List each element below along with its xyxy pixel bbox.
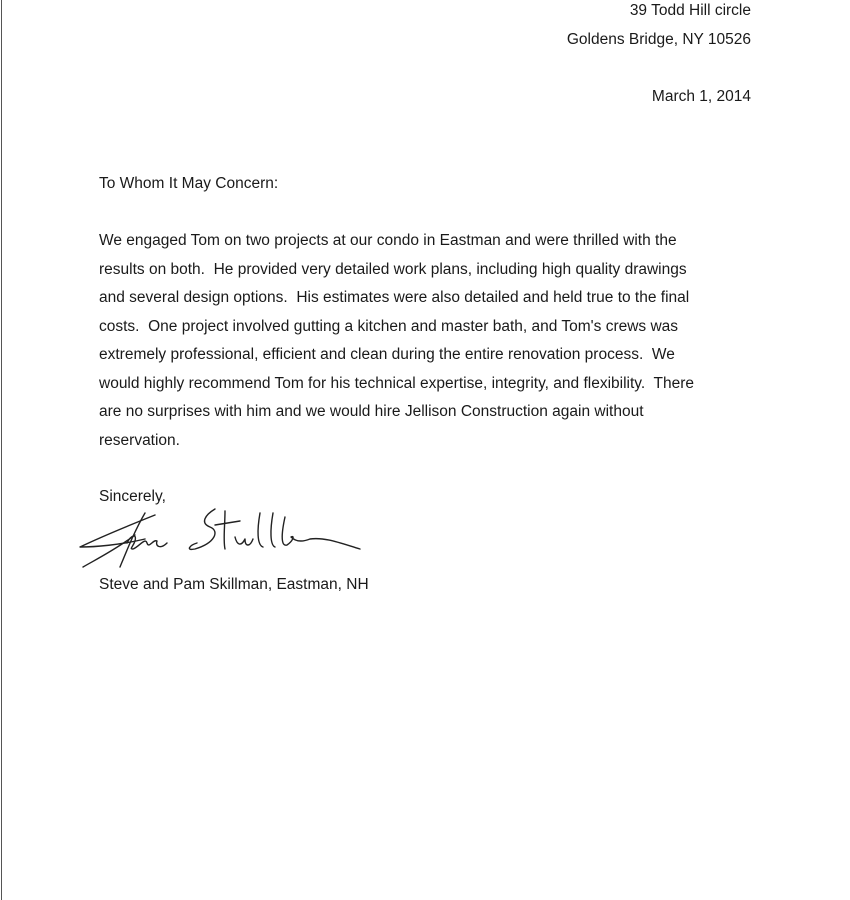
- body-line: are no surprises with him and we would hire Jellison Construction again without: [99, 403, 644, 420]
- sender-street: 39 Todd Hill circle: [629, 2, 751, 19]
- handwritten-signature: [75, 505, 375, 575]
- closing: Sincerely,: [99, 488, 166, 505]
- body-line: We engaged Tom on two projects at our condo in Eastman and were thrilled with the: [99, 232, 677, 249]
- body-line: and several design options. His estimates were also detailed and held true to the final: [99, 289, 690, 306]
- body-line: costs. One project involved gutting a kitchen and master bath, and Tom's crews was: [99, 318, 679, 335]
- body-line: extremely professional, efficient and clean during the entire renovation process. We: [99, 346, 675, 363]
- salutation: To Whom It May Concern:: [99, 175, 279, 192]
- body-line: reservation.: [99, 432, 180, 449]
- body-line: results on both. He provided very detailed work plans, including high quality drawings: [99, 261, 687, 278]
- signatory-name: Steve and Pam Skillman, Eastman, NH: [99, 576, 369, 593]
- letter-date: March 1, 2014: [651, 88, 751, 105]
- sender-city: Goldens Bridge, NY 10526: [566, 31, 751, 48]
- body-line: would highly recommend Tom for his technical expertise, integrity, and flexibility. There: [99, 375, 695, 392]
- scan-edge-line: [1, 0, 2, 900]
